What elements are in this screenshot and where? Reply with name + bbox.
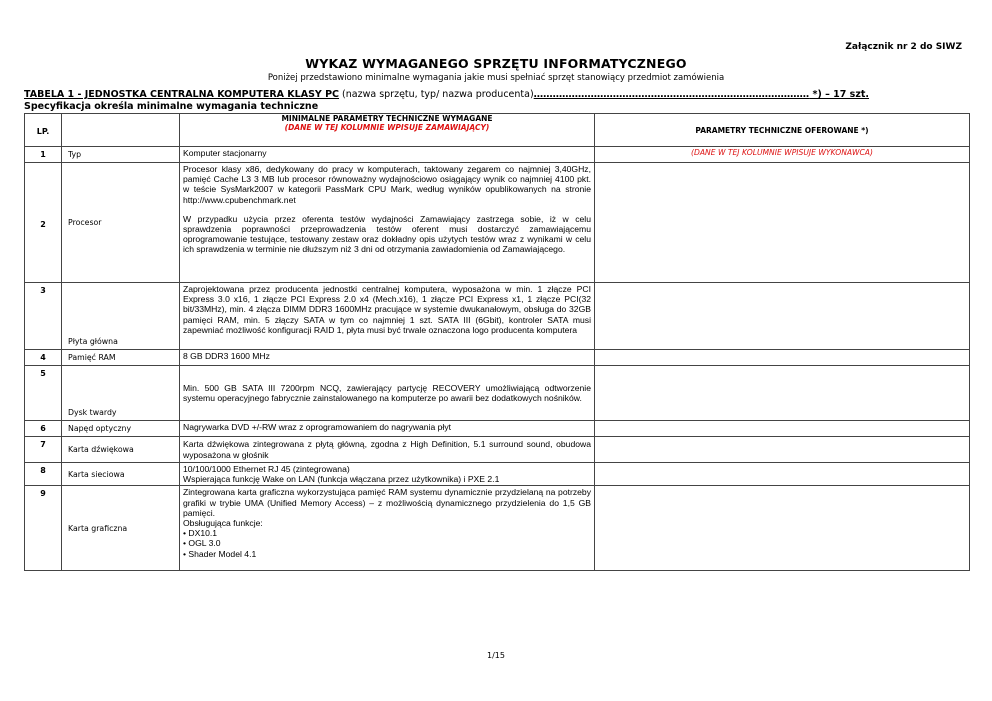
row-name: Napęd optyczny: [62, 421, 180, 437]
requirement-paragraph: • DX10.1: [183, 528, 218, 539]
row-requirement: [180, 421, 595, 437]
requirement-paragraph: Procesor klasy x86, dedykowany do pracy w komputerach, taktowany zegarem co najmniej 3,40GHz, pamięć Cache L3 3 MB lub procesor równoważny wydajnościowo osiągający wynik co najmniej 4100 pkt. w teście SysMark2007 w kategorii PassMark CPU Mark, według wyników opublikowanych na stronie http://www.cpubenchmark.net: [183, 164, 591, 205]
row-lp: 5: [25, 366, 62, 421]
table-row: [25, 366, 970, 421]
row-name: Procesor: [62, 163, 180, 283]
table-row: [25, 283, 970, 350]
header-required-line1: MINIMALNE PARAMETRY TECHNICZNE WYMAGANE: [281, 114, 493, 123]
requirement-paragraph: Nagrywarka DVD +/-RW wraz z oprogramowaniem do nagrywania płyt: [183, 422, 452, 432]
table-row: [25, 421, 970, 437]
table-row: [25, 350, 970, 366]
requirement-paragraph: 10/100/1000 Ethernet RJ 45 (zintegrowana): [183, 464, 350, 474]
row-offered: [595, 147, 970, 163]
row-offered: [595, 421, 970, 437]
spec-note: Specyfikacja określa minimalne wymagania techniczne: [24, 101, 319, 112]
row-lp: 2: [25, 163, 62, 283]
row-name: Dysk twardy: [62, 366, 180, 421]
table-row: [25, 163, 970, 283]
table-row: [25, 486, 970, 571]
row-name: Karta sieciowa: [62, 463, 180, 486]
document-subtitle: Poniżej przedstawiono minimalne wymagania jakie musi spełniać sprzęt stanowiący przedmiot zamówienia: [267, 73, 725, 83]
table-row: [25, 147, 970, 163]
row-requirement: [180, 163, 595, 283]
row-requirement: [180, 350, 595, 366]
row-name: Karta graficzna: [62, 486, 180, 571]
row-offered: [595, 366, 970, 421]
row-requirement: [180, 463, 595, 486]
requirement-paragraph: Komputer stacjonarny: [183, 148, 267, 158]
row-offered: [595, 463, 970, 486]
row-offered: [595, 486, 970, 571]
requirement-paragraph: Zaprojektowana przez producenta jednostki centralnej komputera, wyposażona w min. 1 złącze PCI Express 3.0 x16, 1 złącze PCI Express 2.0 x4 (Mech.x16), 1 złącze PCI Express x1, 1 złącze PCI(32 bit/33MHz), min. 4 złącza DIMM DDR3 1600MHz pracujące w systemie dwukanałowym, obsługa do 32GB pamięci RAM, min. 5 złączy SATA w tym co najmniej 1 szt. SATA III (6Gbit), kontroler SATA musi zapewniać możliwość konfiguracji RAID 1, płyta musi być trwale oznaczona logo producenta komputera: [183, 284, 591, 335]
row-requirement: [180, 486, 595, 571]
spec-table: [24, 113, 970, 571]
table-heading-normal: (nazwa sprzętu, typ/ nazwa producenta): [339, 89, 534, 100]
page-number: 1/15: [487, 651, 505, 660]
offered-note: (DANE W TEJ KOLUMNIE WPISUJE WYKONAWCA): [691, 148, 873, 157]
table-header-row: [25, 114, 970, 147]
requirement-paragraph: W przypadku użycia przez oferenta testów wydajności Zamawiający zastrzega sobie, iż w celu sprawdzenia poprawności przeprowadzenia testów oferent musi dostarczyć zamawiającemu oprogramowanie testujące, testowany zestaw oraz dokładny opis użytych testów wraz z wynikami w celu ich sprawdzenia w terminie nie dłuższym niż 3 dni od otrzymania zawiadomienia od Zamawiającego.: [183, 213, 591, 255]
requirement-paragraph: Min. 500 GB SATA III 7200rpm NCQ, zawierający partycję RECOVERY umożliwiającą odtworzenie systemu operacyjnego fabrycznie zainstalowanego na komputerze po awarii bez dodatkowych nośników.: [183, 382, 591, 403]
row-offered: [595, 350, 970, 366]
row-lp: 9: [25, 486, 62, 571]
requirement-paragraph: • Shader Model 4.1: [183, 548, 257, 559]
row-offered: [595, 163, 970, 283]
row-requirement: [180, 283, 595, 350]
row-lp: 1: [25, 147, 62, 163]
table-heading: [24, 89, 969, 100]
row-name: Karta dźwiękowa: [62, 437, 180, 463]
requirement-paragraph: Karta dźwiękowa zintegrowana z płytą główną, zgodna z High Definition, 5.1 surround sound, obudowa wyposażona w głośnik: [183, 439, 591, 460]
requirement-paragraph: Zintegrowana karta graficzna wykorzystująca pamięć RAM systemu dynamicznie przydzielaną na potrzeby grafiki w trybie UMA (Unified Memory Access) – z możliwością dynamicznego przydzielenia do 1,5 GB pamięci.: [183, 487, 591, 518]
header-required-line2: (DANE W TEJ KOLUMNIE WPISUJE ZAMAWIAJĄCY): [284, 123, 490, 132]
header-name: [62, 114, 180, 147]
document-title: WYKAZ WYMAGANEGO SPRZĘTU INFORMATYCZNEGO: [305, 56, 687, 71]
row-offered: [595, 283, 970, 350]
header-lp: LP.: [25, 114, 62, 147]
row-lp: 7: [25, 437, 62, 463]
row-lp: 3: [25, 283, 62, 350]
row-name: Pamięć RAM: [62, 350, 180, 366]
row-lp: 4: [25, 350, 62, 366]
requirement-paragraph: 8 GB DDR3 1600 MHz: [183, 351, 270, 361]
row-requirement: [180, 366, 595, 421]
requirement-paragraph: • OGL 3.0: [183, 538, 221, 549]
row-offered: [595, 437, 970, 463]
header-offered: PARAMETRY TECHNICZNE OFEROWANE *): [595, 114, 970, 147]
row-lp: 6: [25, 421, 62, 437]
row-requirement: [180, 147, 595, 163]
requirement-paragraph: Obsługująca funkcje:: [183, 518, 263, 529]
row-requirement: [180, 437, 595, 463]
table-heading-dots: ……………………………………………………………………………: [533, 89, 810, 100]
table-heading-bold: TABELA 1 - JEDNOSTKA CENTRALNA KOMPUTERA KLASY PC: [24, 89, 340, 100]
requirement-paragraph: Wspierająca funkcję Wake on LAN (funkcja włączana przez użytkownika) i PXE 2.1: [183, 474, 500, 485]
row-lp: 8: [25, 463, 62, 486]
header-required: [180, 114, 595, 147]
annex-label: Załącznik nr 2 do SIWZ: [845, 42, 962, 52]
row-name: Płyta główna: [62, 283, 180, 350]
row-name: Typ: [62, 147, 180, 163]
table-body: [25, 147, 970, 571]
table-row: [25, 437, 970, 463]
table-row: [25, 463, 970, 486]
table-heading-end: *) – 17 szt.: [809, 89, 870, 100]
